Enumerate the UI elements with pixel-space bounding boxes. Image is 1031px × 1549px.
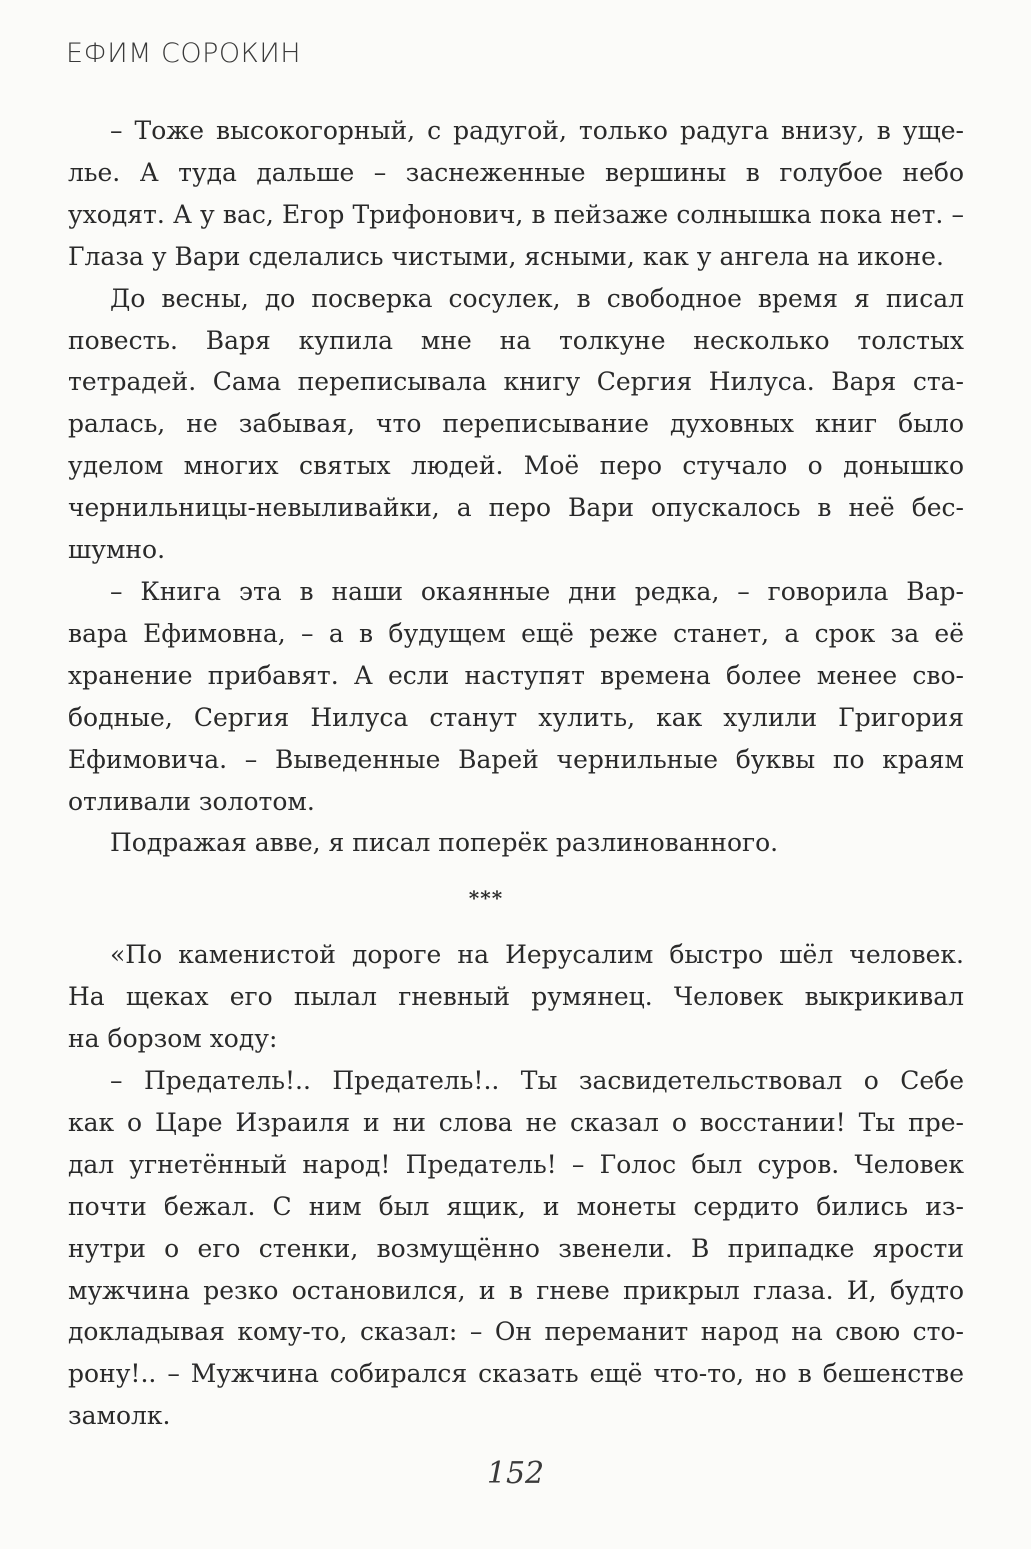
paragraph [68, 1060, 964, 1437]
running-head: ЕФИМ СОРОКИН [66, 38, 302, 69]
paragraph [68, 934, 964, 1060]
text-line: повесть. Варя купила мне на толкуне несколько толстых [68, 325, 964, 355]
page-number: 152 [486, 1456, 545, 1491]
text-line: как о Царе Израиля и ни слова не сказал о восстании! Ты пре- [68, 1107, 964, 1137]
text-line: ралась, не забывая, что переписывание духовных книг было [68, 409, 964, 439]
text-line: шумно. [68, 535, 166, 565]
text-line: чернильницы-невыливайки, а перо Вари опускалось в неё бес- [68, 493, 964, 523]
paragraph [68, 571, 964, 822]
text-line: уделом многих святых людей. Моё перо стучало о донышко [68, 451, 964, 481]
text-line: Ефимовича. – Выведенные Варей чернильные буквы по краям [68, 744, 964, 774]
text-line: тетрадей. Сама переписывала книгу Сергия Нилуса. Варя ста- [68, 367, 964, 397]
paragraph [68, 822, 964, 864]
text-line: До весны, до посверка сосулек, в свободное время я писал [110, 283, 964, 313]
paragraph [68, 278, 964, 571]
text-line: На щеках его пылал гневный румянец. Человек выкрикивал [68, 982, 964, 1012]
text-line: Глаза у Вари сделались чистыми, ясными, как у ангела на иконе. [68, 241, 944, 271]
text-line: почти бежал. С ним был ящик, и монеты сердито бились из- [68, 1191, 964, 1221]
text-line: уходят. А у вас, Егор Трифонович, в пейзаже солнышка пока нет. – [68, 199, 964, 229]
text-line: Подражая авве, я писал поперёк разлинованного. [110, 828, 779, 858]
text-line: нутри о его стенки, возмущённо звенели. В припадке ярости [68, 1233, 964, 1263]
text-line: замолк. [68, 1401, 171, 1431]
text-line: лье. А туда дальше – заснеженные вершины в голубое небо [68, 157, 964, 187]
text-line: хранение прибавят. А если наступят времена более менее сво- [68, 660, 964, 690]
text-line: – Тоже высокогорный, с радугой, только радуга внизу, в уще- [110, 116, 964, 145]
text-section-after [68, 934, 964, 1437]
text-line: рону!.. – Мужчина собирался сказать ещё что-то, но в бешенстве [68, 1359, 964, 1389]
section-separator: *** [468, 886, 504, 911]
paragraph [68, 110, 964, 278]
text-line: вара Ефимовна, – а в будущем ещё реже станет, а срок за её [68, 618, 964, 648]
text-line: – Книга эта в наши окаянные дни редка, – говорила Вар- [110, 576, 964, 606]
text-block [68, 110, 964, 1437]
text-line: бодные, Сергия Нилуса станут хулить, как хулили Григория [68, 702, 964, 732]
text-line: «По каменистой дороге на Иерусалим быстро шёл человек. [110, 940, 964, 970]
text-line: докладывая кому-то, сказал: – Он переманит народ на свою сто- [68, 1317, 964, 1347]
text-line: – Предатель!.. Предатель!.. Ты засвидетельствовал о Себе [110, 1066, 964, 1096]
text-line: мужчина резко остановился, и в гневе прикрыл глаза. И, будто [68, 1275, 964, 1305]
text-line: на борзом ходу: [68, 1024, 278, 1054]
text-line: отливали золотом. [68, 786, 315, 816]
text-section-before [68, 110, 964, 864]
text-line: дал угнетённый народ! Предатель! – Голос был суров. Человек [68, 1149, 964, 1179]
